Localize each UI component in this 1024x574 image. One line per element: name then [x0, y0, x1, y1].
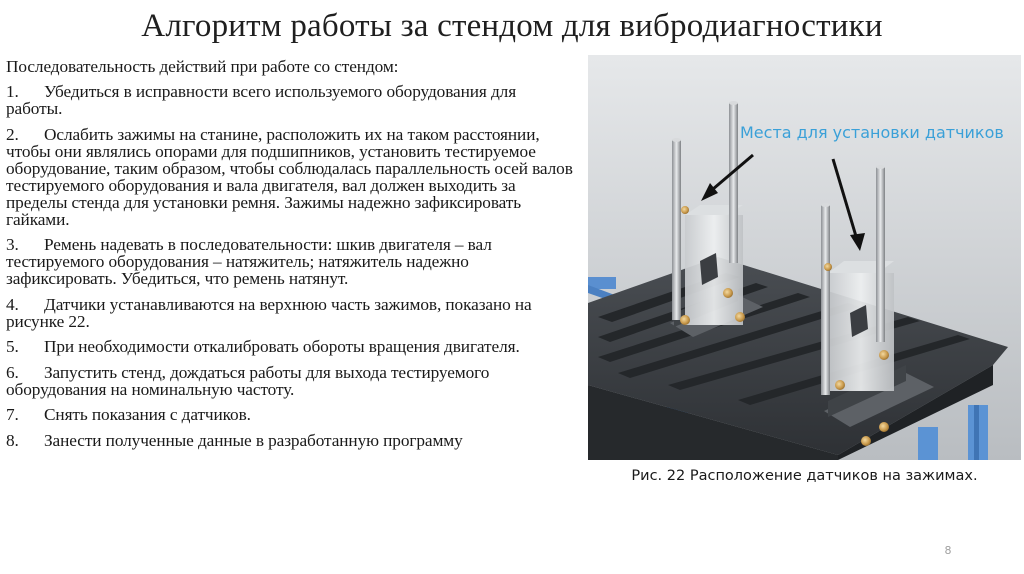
step-item	[6, 406, 576, 423]
steps-text-block	[6, 58, 576, 457]
step-item	[6, 338, 576, 355]
step-text: Запустить стенд, дождаться работы для выхода тестируемого оборудования на номинальную частоту.	[6, 362, 490, 399]
step-item	[6, 126, 576, 228]
step-item	[6, 364, 576, 398]
step-item	[6, 83, 576, 117]
step-number: 3.	[6, 235, 19, 254]
step-text: Ослабить зажимы на станине, расположить их на таком расстоянии, чтобы они являлись опорами для подшипников, установить тестируемое оборудование, таким образом, чтобы соблюдалась параллельность осей валов тестируемого оборудования и вала двигателя, вал должен выходить за пределы стенда для установки ремня. Зажимы надежно зафиксировать гайками.	[6, 124, 573, 229]
step-item	[6, 236, 576, 287]
step-number: 2.	[6, 124, 19, 144]
step-number: 8.	[6, 430, 19, 450]
intro-text: Последовательность действий при работе со стендом:	[6, 57, 399, 76]
step-text: При необходимости откалибровать обороты вращения двигателя.	[44, 337, 520, 356]
step-number: 6.	[6, 362, 19, 382]
step-text: Снять показания с датчиков.	[44, 405, 251, 424]
step-number: 1.	[6, 82, 19, 101]
step-text: Занести полученные данные в разработанную программу	[44, 430, 463, 450]
test-stand-illustration	[588, 55, 1021, 460]
step-number: 5.	[6, 337, 19, 356]
slide-title: Алгоритм работы за стендом для вибродиагностики	[141, 8, 883, 44]
step-item	[6, 432, 576, 449]
figure-caption: Рис. 22 Расположение датчиков на зажимах.	[631, 468, 978, 484]
step-text: Убедиться в исправности всего используемого оборудования для работы.	[6, 82, 517, 118]
page-number: 8	[944, 544, 952, 557]
sensor-placement-annotation: Места для установки датчиков	[740, 123, 1004, 142]
step-text: Ремень надевать в последовательности: шкив двигателя – вал тестируемого оборудования – натяжитель; натяжитель надежно зафиксировать. Убедиться, что ремень натянут.	[6, 235, 492, 288]
step-number: 4.	[6, 294, 19, 314]
test-stand-figure	[588, 55, 1021, 460]
step-text: Датчики устанавливаются на верхнюю часть зажимов, показано на рисунке 22.	[6, 294, 532, 331]
step-item	[6, 296, 576, 330]
step-number: 7.	[6, 405, 19, 424]
